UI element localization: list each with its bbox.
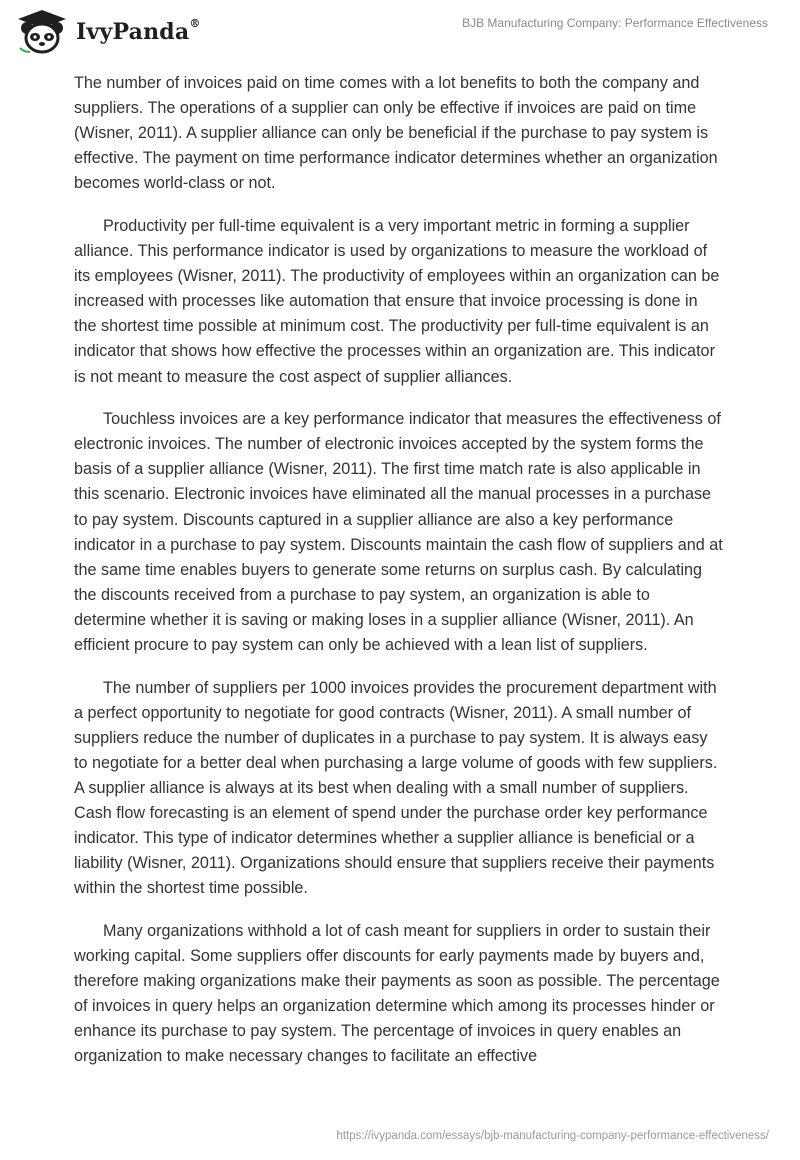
paragraph: Many organizations withhold a lot of cash meant for suppliers in order to sustain their working capital. Some suppliers offer discounts for early payments made by buyers and, therefore making organizations make their payments as soon as possible. The percentage of invoices in query helps an organization determine which among its processes hinder or enhance its purchase to pay system. The percentage of invoices in query enables an organization to make necessary changes to facilitate an effective <box>74 921 720 1066</box>
paragraph: Productivity per full-time equivalent is a very important metric in forming a supplier alliance. This performance indicator is used by organizations to measure the workload of its employees (Wisner, 2011). The productivity of employees within an organization can be increased with processes like automation that ensure that invoice processing is done in the shortest time possible at minimum cost. The productivity per full-time equivalent is an indicator that shows how effective the processes within an organization are. This indicator is not meant to measure the cost aspect of supplier alliances. <box>74 216 720 386</box>
registered-mark: ® <box>189 17 201 30</box>
paragraph: The number of suppliers per 1000 invoices provides the procurement department with a perfect opportunity to negotiate for good contracts (Wisner, 2011). A small number of suppliers reduce the number of duplicates in a purchase to pay system. It is always easy to negotiate for a better deal when purchasing a large volume of goods with few suppliers. A supplier alliance is always at its best when dealing with a small number of suppliers. Cash flow forecasting is an element of spend under the purchase order key performance indicator. This type of indicator determines whether a supplier alliance is beneficial or a liability (Wisner, 2011). Organizations should ensure that suppliers receive their payments within the shortest time possible. <box>74 678 718 898</box>
paragraph: The number of invoices paid on time comes with a lot benefits to both the company and suppliers. The operations of a supplier can only be effective if invoices are paid on time (Wisner, 2011). A supplier alliance can only be beneficial if the purchase to pay system is effective. The payment on time performance indicator determines whether an organization becomes world-class or not. <box>74 74 718 193</box>
essay-body <box>74 71 724 1087</box>
paragraph: Touchless invoices are a key performance indicator that measures the effectiveness of electronic invoices. The number of electronic invoices accepted by the system forms the basis of a supplier alliance (Wisner, 2011). The first time match rate is also applicable in this scenario. Electronic invoices have eliminated all the manual processes in a purchase to pay system. Discounts captured in a supplier alliance are also a key performance indicator in a purchase to pay system. Discounts maintain the cash flow of suppliers and at the same time enables buyers to generate some returns on surplus cash. By calculating the discounts received from a purchase to pay system, an organization is able to determine whether it is saving or making loses in a supplier alliance (Wisner, 2011). An efficient procure to pay system can only be achieved with a lean list of suppliers. <box>74 410 723 654</box>
ivypanda-logo[interactable] <box>14 8 201 56</box>
brand-name: IvyPanda® <box>76 17 201 45</box>
panda-graduate-icon <box>14 8 70 56</box>
document-title: BJB Manufacturing Company: Performance Effectiveness <box>462 16 768 30</box>
source-url[interactable]: https://ivypanda.com/essays/bjb-manufacturing-company-performance-effectiveness/ <box>336 1130 769 1142</box>
page-header <box>0 0 800 64</box>
